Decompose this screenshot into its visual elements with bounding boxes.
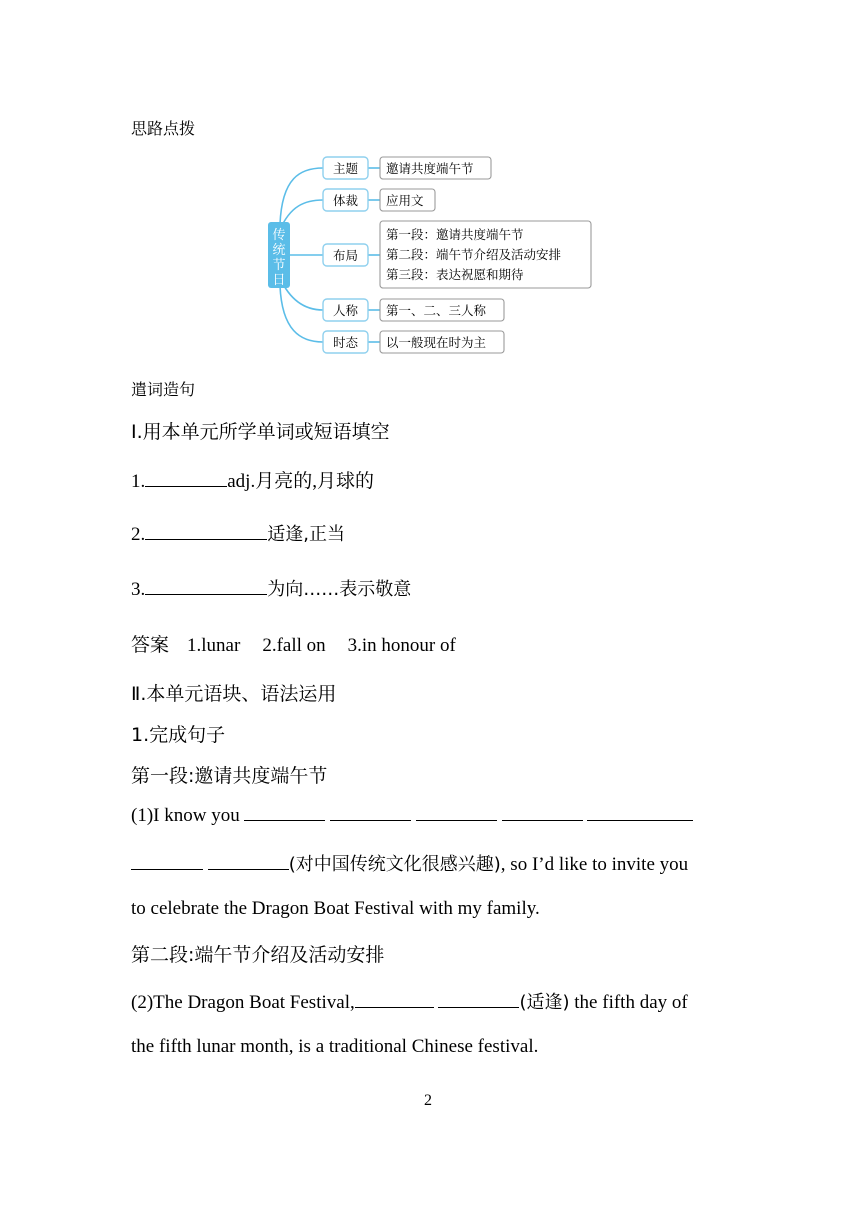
branch-tense <box>323 331 504 353</box>
branch-label: 布局 <box>332 248 359 263</box>
center-char: 统 <box>272 243 286 258</box>
center-char: 节 <box>272 258 286 273</box>
answer-blank[interactable] <box>145 576 267 595</box>
branch-content: 第一段：邀请共度端午节 <box>386 227 524 242</box>
branch-content: 以一般现在时为主 <box>386 335 487 350</box>
item-number: 1. <box>131 471 146 492</box>
answer-2: 2.fall on <box>262 635 326 656</box>
center-char: 日 <box>272 273 286 288</box>
answer-3: 3.in honour of <box>347 635 456 656</box>
answer-1: 1.lunar <box>187 635 241 656</box>
branch-label: 时态 <box>332 335 359 350</box>
question-1-line3: to celebrate the Dragon Boat Festival with my family. <box>131 898 540 919</box>
vocab-heading: 遣词造句 <box>131 380 196 399</box>
question-2-line2: the fifth lunar month, is a traditional Chinese festival. <box>131 1036 539 1057</box>
answer-blank[interactable] <box>208 851 289 870</box>
page-number: 2 <box>424 1092 432 1109</box>
answer-label: 答案 <box>131 634 170 656</box>
item-text: 为向……表示敬意 <box>267 579 412 600</box>
item-text: 适逢,正当 <box>267 524 345 545</box>
answer-line <box>131 630 456 657</box>
answer-blank[interactable] <box>587 802 693 821</box>
answer-blank[interactable] <box>355 989 434 1008</box>
branch-label: 人称 <box>332 303 359 318</box>
answer-blank[interactable] <box>244 802 325 821</box>
answer-blank[interactable] <box>416 802 497 821</box>
item-text: adj.月亮的,月球的 <box>227 471 374 492</box>
branch-content: 第一、二、三人称 <box>386 303 487 318</box>
branch-label: 体裁 <box>332 193 359 208</box>
center-char: 传 <box>272 228 286 243</box>
branch-content: 第三段：表达祝愿和期待 <box>386 267 524 282</box>
fill-item-3 <box>131 575 411 601</box>
answer-blank[interactable] <box>145 521 267 540</box>
question-2-line1 <box>131 988 688 1014</box>
part2-title: Ⅱ.本单元语块、语法运用 <box>131 683 337 705</box>
mind-map-center <box>268 222 290 288</box>
branch-content: 邀请共度端午节 <box>386 161 474 176</box>
answer-blank[interactable] <box>145 468 227 487</box>
fill-item-1 <box>131 466 374 493</box>
branch-content: 应用文 <box>386 193 424 208</box>
item-number: 2. <box>131 524 146 545</box>
branch-topic <box>323 157 491 179</box>
paragraph2-title: 第二段:端午节介绍及活动安排 <box>131 944 385 966</box>
mind-map <box>0 150 860 390</box>
part1-title: Ⅰ.用本单元所学单词或短语填空 <box>131 421 390 443</box>
answer-blank[interactable] <box>438 989 519 1008</box>
item-number: 3. <box>131 579 146 600</box>
answer-blank[interactable] <box>502 802 583 821</box>
branch-label: 主题 <box>332 161 359 176</box>
question-2-hint: (适逢) <box>519 992 570 1013</box>
question-2-start: (2)The Dragon Boat Festival, <box>131 992 355 1013</box>
answer-blank[interactable] <box>131 851 203 870</box>
question-1-rest: , so I’d like to invite you <box>500 854 689 875</box>
paragraph1-title: 第一段:邀请共度端午节 <box>131 765 328 787</box>
branch-content: 第二段：端午节介绍及活动安排 <box>386 247 562 262</box>
branch-structure <box>323 221 591 288</box>
question-1-line1 <box>131 802 693 827</box>
question-2-rest: the fifth day of <box>569 992 688 1013</box>
fill-item-2 <box>131 520 345 546</box>
question-1-line2 <box>131 850 688 876</box>
question-1-hint: (对中国传统文化很感兴趣) <box>288 854 501 875</box>
question-1-start: (1)I know you <box>131 805 240 826</box>
outline-heading: 思路点拨 <box>131 119 196 138</box>
answer-blank[interactable] <box>330 802 411 821</box>
part2-subtitle: 1.完成句子 <box>131 724 226 746</box>
branch-person <box>323 299 504 321</box>
